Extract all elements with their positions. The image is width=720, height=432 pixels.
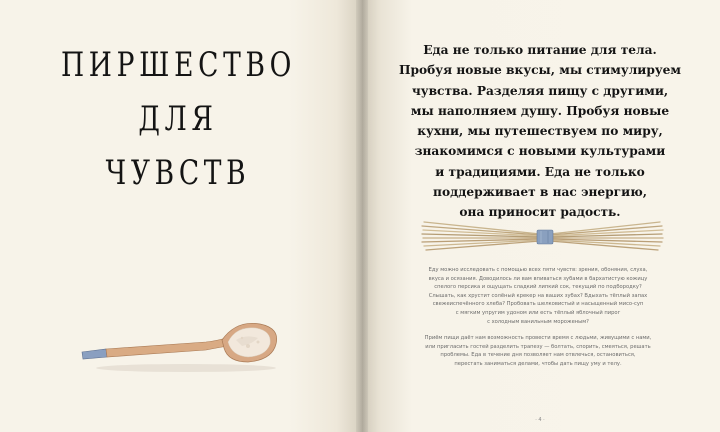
body-line: свежеиспечённого хлеба? Пробовать шелковистый и насыщенный мисо-суп	[432, 301, 644, 308]
title-line: ДЛЯ	[138, 99, 218, 139]
lead-line: Еда не только питание для тела.	[423, 43, 657, 57]
title-line: ПИРШЕСТВО	[61, 45, 297, 85]
body-line: Слышать, как хрустит солёный крекер на ваших зубах? Вдыхать тёплый запах	[428, 292, 648, 299]
paragraph-gap	[392, 326, 684, 334]
title-line: ЧУВСТВ	[105, 153, 251, 193]
page-title	[61, 38, 295, 200]
lead-line: кухни, мы путешествуем по миру,	[417, 124, 663, 139]
page-number: · 4 ·	[535, 417, 545, 423]
body-line: с мягким упругим удоном или есть тёплый яблочный пирог	[455, 309, 621, 316]
body-line: Приём пищи даёт нам возможность провести время с людьми, живущими с нами,	[424, 335, 652, 342]
lead-line: она приносит радость.	[459, 205, 621, 220]
body-line: вкуса и осязания. Доводилось ли вам впиваться зубами в бархатистую кожицу	[428, 275, 648, 282]
lead-line: чувства. Разделяя пищу с другими,	[411, 83, 669, 98]
lead-line: и традициями. Еда не только	[435, 164, 645, 179]
lead-line: знакомимся с новыми культурами	[414, 144, 666, 159]
body-line: спелого персика и ощущать сладкий липкий сок, текущий по подбородку?	[434, 284, 642, 291]
body-line: или пригласить гостей разделить трапезу — болтать, спорить, смеяться, решать	[425, 343, 651, 350]
bundle-of-dry-noodles-icon	[420, 214, 666, 258]
body-line: перестать заниматься делами, чтобы дать пищу уму и телу.	[454, 360, 622, 367]
lead-line: мы наполняем душу. Пробуя новые	[410, 103, 670, 118]
wooden-spoon-with-flour-icon	[76, 316, 286, 386]
body-line: Еду можно исследовать с помощью всех пяти чувств: зрения, обоняния, слуха,	[428, 267, 648, 273]
body-text	[392, 266, 684, 369]
lead-line: поддерживает в нас энергию,	[433, 185, 647, 200]
body-line: с холодным ванильным мороженым?	[487, 318, 589, 325]
lead-paragraph	[397, 40, 683, 223]
book-gutter	[356, 0, 368, 432]
lead-line: Пробуя новые вкусы, мы стимулируем	[398, 63, 681, 78]
body-line: проблемы. Еда в течение дня позволяет нам отвлечься, остановиться,	[440, 352, 636, 359]
